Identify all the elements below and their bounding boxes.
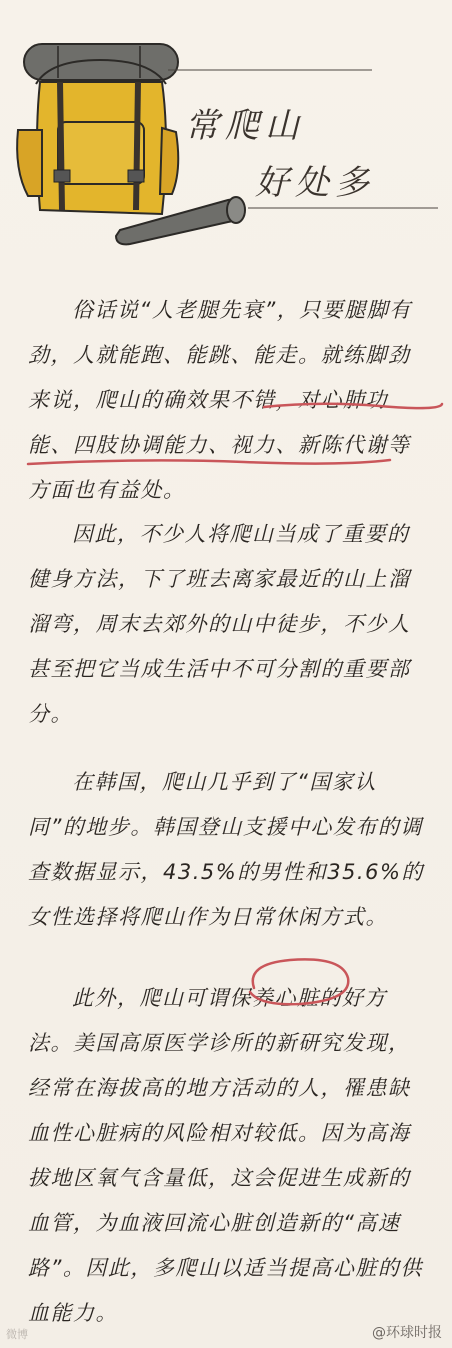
paragraph-3: 在韩国，爬山几乎到了“国家认同”的地步。韩国登山支援中心发布的调查数据显示，43.5%的男性和35.6%的女性选择将爬山作为日常休闲方式。 <box>28 770 424 929</box>
watermark-left: 微博 <box>6 1328 28 1341</box>
watermark-right: @环球时报 <box>372 1325 442 1341</box>
paragraph-1: 俗话说“人老腿先衰”，只要腿脚有劲，人就能跑、能跳、能走。就练脚劲来说，爬山的确效果不错，对心肺功能、四肢协调能力、视力、新陈代谢等方面也有益处。 <box>28 298 412 502</box>
backpack-body-icon <box>17 60 178 214</box>
title-line-2: 好处多 <box>255 163 375 203</box>
title-block <box>185 98 375 204</box>
rolled-mat-top-icon <box>24 44 178 80</box>
title-line-1: 常爬山 <box>185 106 305 146</box>
paragraph-4: 此外，爬山可谓保养心脏的好方法。美国高原医学诊所的新研究发现，经常在海拔高的地方活动的人，罹患缺血性心脏病的风险相对较低。因为高海拔地区氧气含量低，这会促进生成新的血管，为血液回流心脏创造新的“高速路”。因此，多爬山以适当提高心脏的供血能力。 <box>28 986 423 1325</box>
paragraph-2: 因此，不少人将爬山当成了重要的健身方法，下了班去离家最近的山上溜溜弯，周末去郊外的山中徒步，不少人甚至把它当成生活中不可分割的重要部分。 <box>28 522 411 726</box>
